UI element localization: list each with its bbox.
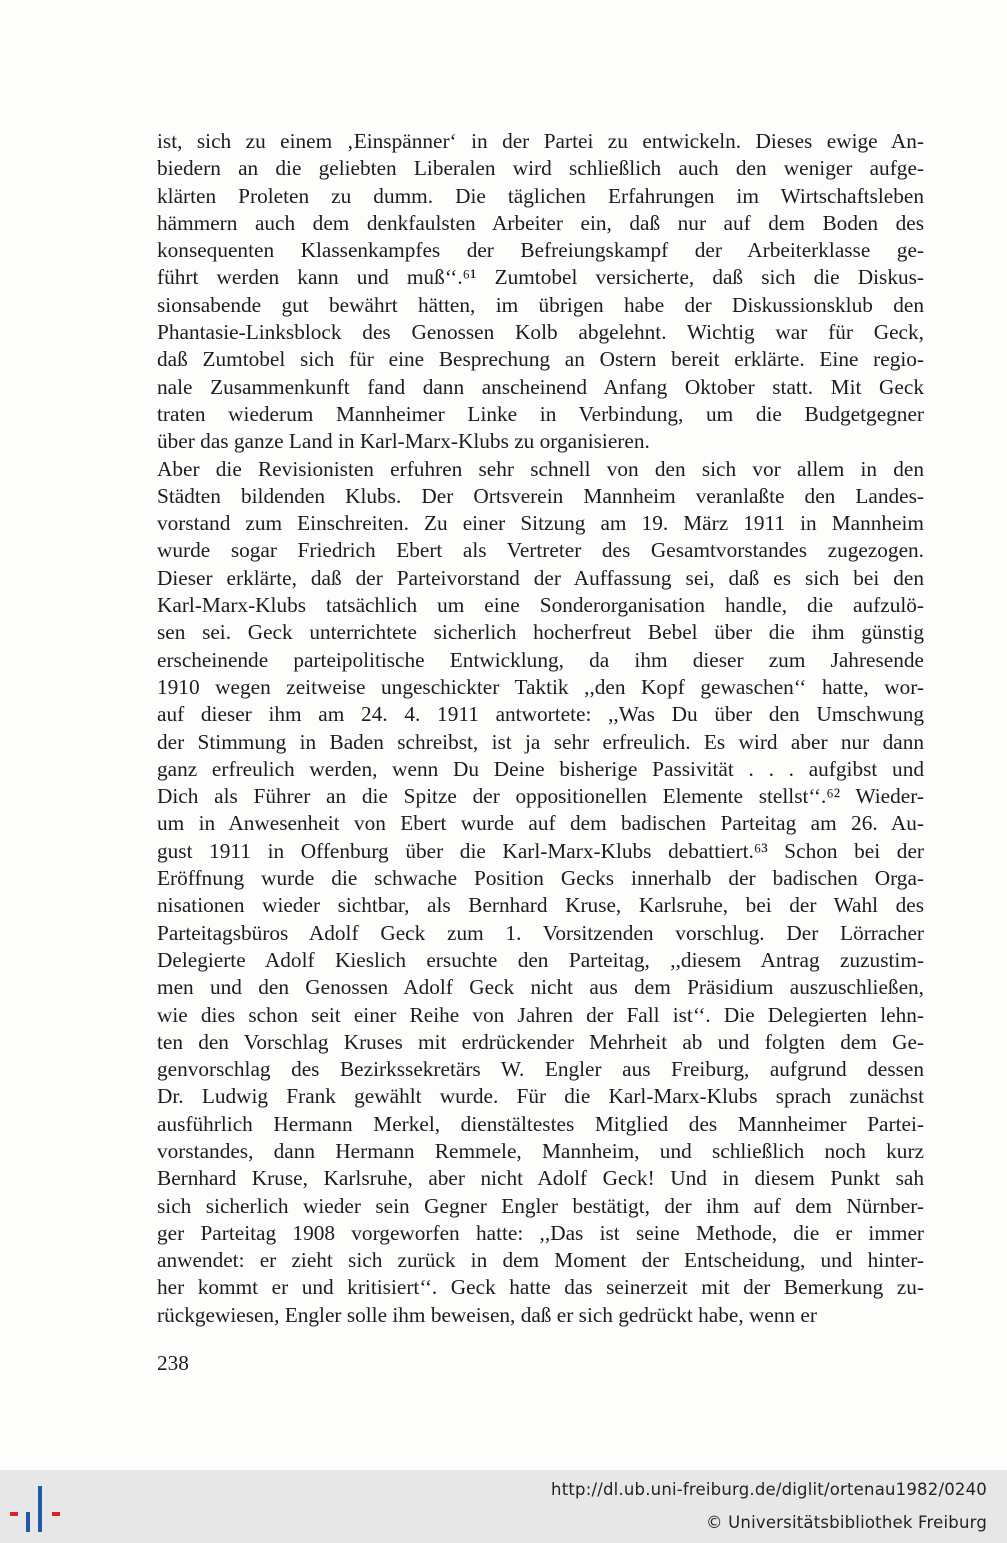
text-line: Parteitagsbüros Adolf Geck zum 1. Vorsitzenden vorschlug. Der Lörracher xyxy=(157,920,924,945)
page-number: 238 xyxy=(157,1351,189,1375)
text-line: Karl-Marx-Klubs tatsächlich um eine Sonderorganisation handle, die aufzulö- xyxy=(157,593,924,618)
text-line: ausführlich Hermann Merkel, dienstältestes Mitglied des Mannheimer Partei- xyxy=(157,1111,924,1136)
text-line: erscheinende parteipolitische Entwicklung, da ihm dieser zum Jahresende xyxy=(157,647,924,672)
text-line: vorstandes, dann Hermann Remmele, Mannheim, und schließlich noch kurz xyxy=(157,1138,924,1163)
ub-freiburg-logo-icon xyxy=(8,1482,64,1534)
text-line: Delegierte Adolf Kieslich ersuchte den Parteitag, ,,diesem Antrag zuzustim- xyxy=(157,947,924,972)
text-line: ger Parteitag 1908 vorgeworfen hatte: ,,Das ist seine Methode, die er immer xyxy=(157,1220,924,1245)
text-line: Dr. Ludwig Frank gewählt wurde. Für die Karl-Marx-Klubs sprach zunächst xyxy=(157,1084,924,1109)
text-line: wie dies schon seit einer Reihe von Jahren der Fall ist‘‘. Die Delegierten lehn- xyxy=(157,1002,924,1027)
text-line: anwendet: er zieht sich zurück in dem Moment der Entscheidung, und hinter- xyxy=(157,1248,924,1273)
text-line: Aber die Revisionisten erfuhren sehr schnell von den sich vor allem in den xyxy=(157,456,924,481)
text-line: Dich als Führer an die Spitze der oppositionellen Elemente stellst‘‘.⁶² Wieder- xyxy=(157,784,924,809)
text-line: Dieser erklärte, daß der Parteivorstand der Auffassung sei, daß es sich bei den xyxy=(157,565,924,590)
text-line: nisationen wieder sichtbar, als Bernhard Kruse, Karlsruhe, bei der Wahl des xyxy=(157,893,924,918)
text-line: der Stimmung in Baden schreibst, ist ja sehr erfreulich. Es wird aber nur dann xyxy=(157,729,924,754)
text-line: klärten Proleten zu dumm. Die täglichen Erfahrungen im Wirtschaftsleben xyxy=(157,183,924,208)
text-line: ganz erfreulich werden, wenn Du Deine bisherige Passivität . . . aufgibst und xyxy=(157,756,924,781)
text-line: sionsabende gut bewährt hätten, im übrigen habe der Diskussionsklub den xyxy=(157,292,924,317)
text-line: sen sei. Geck unterrichtete sicherlich hocherfreut Bebel über die ihm günstig xyxy=(157,620,924,645)
text-line: nale Zusammenkunft fand dann anscheinend Anfang Oktober statt. Mit Geck xyxy=(157,374,924,399)
text-line: sich sicherlich wieder sein Gegner Engler bestätigt, der ihm auf dem Nürnber- xyxy=(157,1193,924,1218)
text-line: traten wiederum Mannheimer Linke in Verbindung, um die Budgetgegner xyxy=(157,401,924,426)
text-line: men und den Genossen Adolf Geck nicht aus dem Präsidium auszuschließen, xyxy=(157,975,924,1000)
text-line: gust 1911 in Offenburg über die Karl-Marx-Klubs debattiert.⁶³ Schon bei der xyxy=(157,838,924,863)
footer-copyright: © Universitätsbibliothek Freiburg xyxy=(705,1513,987,1532)
text-line: konsequenten Klassenkampfes der Befreiungskampf der Arbeiterklasse ge- xyxy=(157,238,924,263)
text-line: vorstand zum Einschreiten. Zu einer Sitzung am 19. März 1911 in Mannheim xyxy=(157,511,924,536)
text-line: rückgewiesen, Engler solle ihm beweisen, daß er sich gedrückt habe, wenn er xyxy=(157,1302,817,1327)
text-line: biedern an die geliebten Liberalen wird schließlich auch den weniger aufge- xyxy=(157,156,924,181)
text-line: auf dieser ihm am 24. 4. 1911 antwortete: ,,Was Du über den Umschwung xyxy=(157,702,924,727)
text-line: Bernhard Kruse, Karlsruhe, aber nicht Adolf Geck! Und in diesem Punkt sah xyxy=(157,1166,924,1191)
text-line: führt werden kann und muß‘‘.⁶¹ Zumtobel versicherte, daß sich die Diskus- xyxy=(157,265,924,290)
text-line: Städten bildenden Klubs. Der Ortsverein Mannheim veranlaßte den Landes- xyxy=(157,483,924,508)
text-line: daß Zumtobel sich für eine Besprechung an Ostern bereit erklärte. Eine regio- xyxy=(157,347,924,372)
text-line: ten den Vorschlag Kruses mit erdrückender Mehrheit ab und folgten dem Ge- xyxy=(157,1029,924,1054)
text-line: über das ganze Land in Karl-Marx-Klubs zu organisieren. xyxy=(157,429,650,454)
text-line: her kommt er und kritisiert‘‘. Geck hatte das seinerzeit mit der Bemerkung zu- xyxy=(157,1275,924,1300)
text-line: hämmern auch dem denkfaulsten Arbeiter ein, daß nur auf dem Boden des xyxy=(157,210,924,235)
footer-bar xyxy=(0,1470,1007,1543)
text-line: wurde sogar Friedrich Ebert als Vertreter des Gesamtvorstandes zugezogen. xyxy=(157,538,924,563)
text-line: um in Anwesenheit von Ebert wurde auf dem badischen Parteitag am 26. Au- xyxy=(157,811,924,836)
body-text xyxy=(157,128,924,1329)
text-line: Eröffnung wurde die schwache Position Gecks innerhalb der badischen Orga- xyxy=(157,866,924,891)
footer-url-link[interactable]: http://dl.ub.uni-freiburg.de/diglit/ortenau1982/0240 xyxy=(551,1480,987,1499)
text-line: ist, sich zu einem ‚Einspänner‘ in der Partei zu entwickeln. Dieses ewige An- xyxy=(157,129,924,153)
text-line: 1910 wegen zeitweise ungeschickter Taktik ,,den Kopf gewaschen‘‘ hatte, wor- xyxy=(157,674,924,699)
text-line: genvorschlag des Bezirkssekretärs W. Engler aus Freiburg, aufgrund dessen xyxy=(157,1057,924,1082)
text-line: Phantasie-Linksblock des Genossen Kolb abgelehnt. Wichtig war für Geck, xyxy=(157,320,924,345)
